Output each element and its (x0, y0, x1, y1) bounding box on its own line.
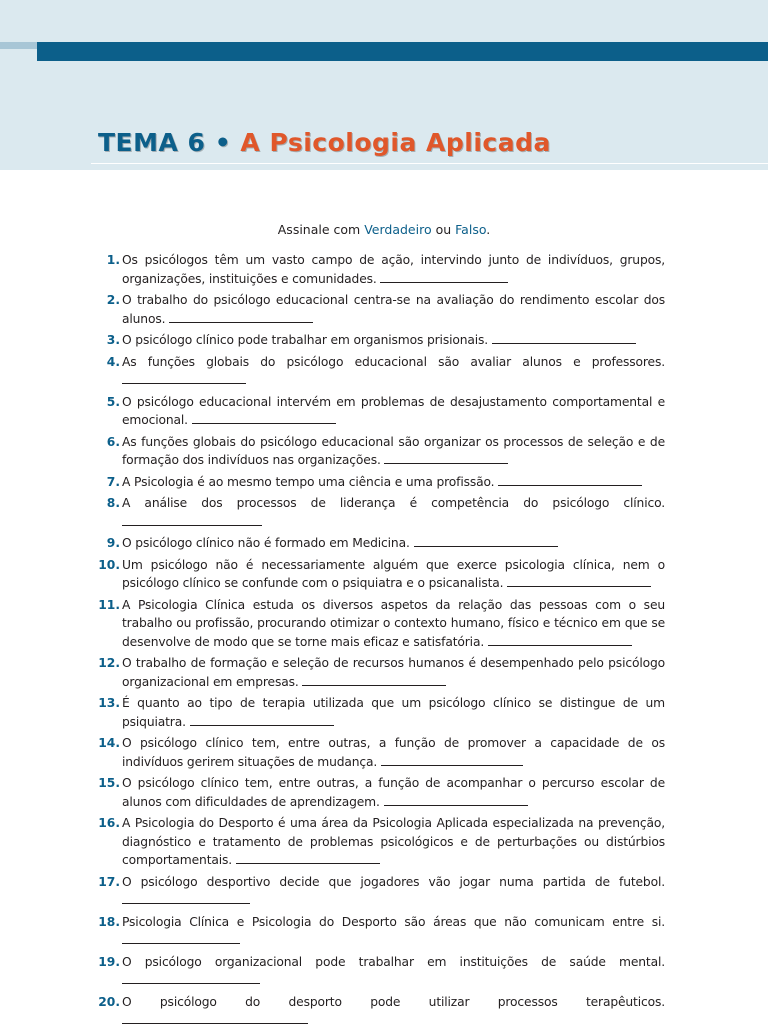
statement-body (122, 393, 665, 430)
statement-text: A Psicologia do Desporto é uma área da Psicologia Aplicada especializada na prevenção, diagnóstico e tratamento de problemas psicológicos e de perturbações ou distúrbios comportamentais. (122, 816, 665, 867)
statement-text: O trabalho do psicólogo educacional centra-se na avaliação do rendimento escolar dos alunos. (122, 293, 665, 326)
answer-blank[interactable] (384, 451, 508, 464)
statement-item (94, 774, 665, 811)
statement-text: O psicólogo clínico tem, entre outras, a função de promover a capacidade de os indivíduos gerirem situações de mudança. (122, 736, 665, 769)
statement-body (122, 353, 665, 390)
instruction-suffix: . (486, 222, 491, 237)
statement-number: 6. (106, 434, 120, 449)
statement-body (122, 331, 665, 350)
answer-blank[interactable] (236, 851, 380, 864)
statement-body (122, 774, 665, 811)
answer-blank[interactable] (169, 310, 313, 323)
statement-body (122, 494, 665, 531)
statement-item (94, 873, 665, 910)
answer-blank[interactable] (190, 713, 334, 726)
answer-blank[interactable] (122, 371, 246, 384)
statement-text: As funções globais do psicólogo educacional são organizar os processos de seleção e de formação dos indivíduos nas organizações. (122, 434, 665, 467)
answer-blank[interactable] (488, 633, 632, 646)
statement-number: 2. (106, 293, 120, 307)
answer-blank[interactable] (381, 753, 523, 766)
statement-text: O psicólogo desportivo decide que jogadores vão jogar numa partida de futebol. (122, 874, 665, 889)
statement-item (94, 654, 665, 691)
statement-number: 16. (98, 816, 120, 830)
statement-number: 4. (106, 354, 120, 369)
statement-body (122, 734, 665, 771)
statement-body (122, 814, 665, 870)
answer-blank[interactable] (302, 673, 446, 686)
statement-item (94, 913, 665, 950)
instruction-prefix: Assinale com (277, 222, 365, 237)
statement-item (94, 251, 665, 288)
instruction-false-word: Falso (455, 222, 487, 237)
statement-body (122, 953, 665, 990)
statement-number: 19. (98, 954, 120, 969)
statement-body (122, 534, 665, 553)
statement-item (94, 291, 665, 328)
statement-body (122, 913, 665, 950)
theme-label: TEMA 6 (98, 128, 206, 157)
statement-number: 20. (98, 994, 120, 1009)
answer-blank[interactable] (122, 971, 260, 984)
statement-number: 11. (98, 597, 120, 612)
statement-text: Um psicólogo não é necessariamente alguém que exerce psicologia clínica, nem o psicólogo clínico se confunde com o psiquiatra e o psicanalista. (122, 557, 665, 590)
title-rule (91, 163, 768, 164)
page-title (98, 130, 551, 155)
statement-body (122, 433, 665, 470)
statement-text: O psicólogo clínico pode trabalhar em organismos prisionais. (122, 333, 489, 347)
statement-text: A Psicologia Clínica estuda os diversos aspetos da relação das pessoas com o seu trabalho ou profissão, procurando otimizar o contexto humano, físico e técnico em que se desenvolve de modo que se torne mais eficaz e satisfatória. (122, 597, 665, 649)
statement-text: A análise dos processos de liderança é competência do psicólogo clínico. (122, 496, 665, 510)
answer-blank[interactable] (192, 411, 336, 424)
answer-blank[interactable] (122, 891, 250, 904)
statement-text: O psicólogo organizacional pode trabalhar em instituições de saúde mental. (122, 954, 665, 969)
statement-body (122, 654, 665, 691)
statement-item (94, 473, 665, 492)
answer-blank[interactable] (498, 473, 642, 486)
answer-blank[interactable] (492, 331, 636, 344)
answer-blank[interactable] (414, 534, 558, 547)
page-header (0, 0, 768, 170)
answer-blank[interactable] (380, 270, 508, 283)
statement-item (94, 494, 665, 531)
statement-text: O psicólogo do desporto pode utilizar processos terapêuticos. (122, 994, 665, 1009)
statement-item (94, 353, 665, 390)
statement-text: O psicólogo clínico tem, entre outras, a função de acompanhar o percurso escolar de alunos com dificuldades de aprendizagem. (122, 776, 665, 809)
statement-item (94, 433, 665, 470)
statement-item (94, 556, 665, 593)
statement-number: 14. (98, 736, 120, 750)
header-accent-bar-dark (37, 42, 768, 61)
statement-number: 7. (106, 474, 120, 489)
statement-text: É quanto ao tipo de terapia utilizada que um psicólogo clínico se distingue de um psiquiatra. (122, 696, 665, 729)
statement-number: 18. (98, 914, 120, 929)
statement-text: O psicólogo clínico não é formado em Medicina. (122, 536, 410, 550)
statement-number: 17. (98, 874, 120, 889)
exercise-instruction (0, 222, 768, 238)
statement-number: 5. (106, 394, 120, 409)
statement-body (122, 873, 665, 910)
statement-number: 1. (106, 253, 120, 267)
statement-item (94, 596, 665, 652)
answer-blank[interactable] (122, 513, 262, 526)
title-bullet: • (214, 128, 232, 157)
statement-number: 9. (106, 536, 120, 550)
statement-body (122, 694, 665, 731)
statement-text: Os psicólogos têm um vasto campo de ação, intervindo junto de indivíduos, grupos, organizações, instituições e comunidades. (122, 253, 665, 286)
statement-item (94, 694, 665, 731)
statement-text: As funções globais do psicólogo educacional são avaliar alunos e professores. (122, 354, 665, 369)
statement-number: 12. (98, 656, 120, 670)
theme-subject: A Psicologia Aplicada (240, 128, 551, 157)
statement-body (122, 291, 665, 328)
statement-text: Psicologia Clínica e Psicologia do Desporto são áreas que não comunicam entre si. (122, 914, 665, 929)
answer-blank[interactable] (122, 1011, 308, 1024)
statement-number: 13. (98, 696, 120, 710)
statement-number: 8. (106, 496, 120, 510)
answer-blank[interactable] (507, 574, 651, 587)
statement-body (122, 473, 665, 492)
statement-body (122, 596, 665, 652)
statement-body (122, 556, 665, 593)
statement-item (94, 814, 665, 870)
statement-body (122, 251, 665, 288)
statement-number: 15. (98, 776, 120, 790)
statement-list (94, 251, 665, 1033)
statement-item (94, 734, 665, 771)
statement-text: O trabalho de formação e seleção de recursos humanos é desempenhado pelo psicólogo organizacional em empresas. (122, 656, 665, 689)
statement-number: 10. (98, 557, 120, 572)
statement-item (94, 534, 665, 553)
statement-number: 3. (106, 333, 120, 347)
instruction-middle: ou (431, 222, 456, 237)
instruction-true-word: Verdadeiro (364, 222, 432, 237)
statement-item (94, 331, 665, 350)
statement-item (94, 393, 665, 430)
answer-blank[interactable] (122, 931, 240, 944)
statement-item (94, 953, 665, 990)
statement-text: A Psicologia é ao mesmo tempo uma ciência e uma profissão. (122, 474, 495, 489)
statement-text: O psicólogo educacional intervém em problemas de desajustamento comportamental e emocional. (122, 394, 665, 427)
answer-blank[interactable] (384, 793, 528, 806)
